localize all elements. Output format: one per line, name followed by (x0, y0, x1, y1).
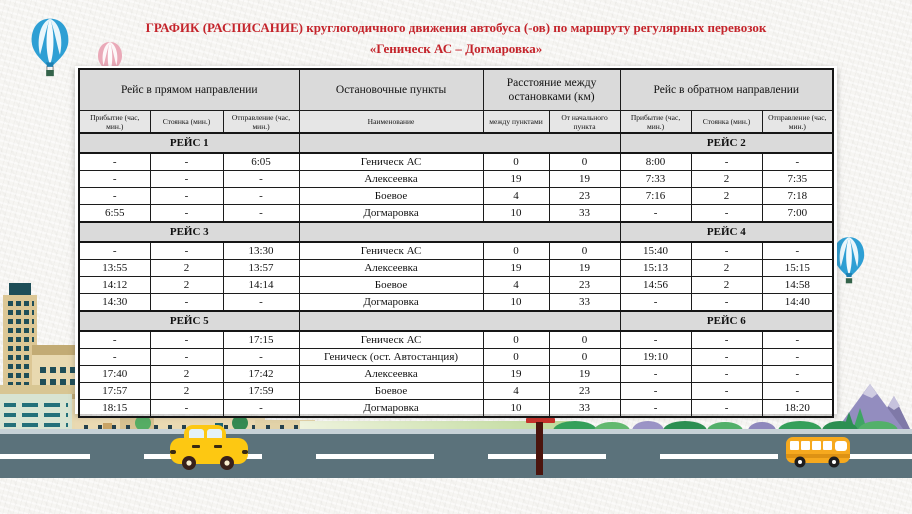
time-cell: 14:14 (223, 277, 299, 294)
stop-name-cell: Догмаровка (299, 294, 483, 312)
schedule-row (79, 400, 833, 418)
time-cell: - (762, 331, 833, 349)
header-forward-trip: Рейс в прямом направлении (79, 69, 299, 111)
time-cell: 23 (549, 383, 620, 400)
stop-name-cell: Алексеевка (299, 366, 483, 383)
trip-band-row (79, 222, 833, 242)
time-cell: 8:00 (620, 153, 691, 171)
time-cell: 10 (483, 205, 549, 223)
time-cell: - (691, 366, 762, 383)
time-cell: 2 (150, 383, 223, 400)
trip-label-forward: РЕЙС 3 (79, 222, 299, 242)
time-cell: 33 (549, 400, 620, 418)
time-cell: 14:40 (762, 294, 833, 312)
schedule-row (79, 205, 833, 223)
time-cell: 7:33 (620, 171, 691, 188)
time-cell: - (223, 294, 299, 312)
time-cell: 17:42 (223, 366, 299, 383)
table-header (79, 69, 833, 133)
time-cell: 10 (483, 294, 549, 312)
time-cell: 15:15 (762, 260, 833, 277)
schedule-row (79, 349, 833, 366)
trip-band-spacer (299, 222, 620, 242)
time-cell: 19 (549, 260, 620, 277)
time-cell: 0 (549, 331, 620, 349)
time-cell: 19 (549, 171, 620, 188)
schedule-row (79, 366, 833, 383)
schedule-row (79, 188, 833, 205)
schedule-row (79, 277, 833, 294)
time-cell: - (150, 153, 223, 171)
schedule-row (79, 153, 833, 171)
time-cell: 15:13 (620, 260, 691, 277)
time-cell: - (150, 188, 223, 205)
time-cell: 7:35 (762, 171, 833, 188)
header-distance: Расстояние между остановками (км) (483, 69, 620, 111)
time-cell: - (79, 349, 150, 366)
time-cell: 13:57 (223, 260, 299, 277)
time-cell: - (150, 349, 223, 366)
road-illustration (0, 429, 912, 478)
trip-band-row (79, 133, 833, 153)
page-title (0, 17, 912, 60)
time-cell: - (150, 242, 223, 260)
time-cell: - (79, 242, 150, 260)
time-cell: - (620, 366, 691, 383)
time-cell: - (691, 205, 762, 223)
schedule-row (79, 242, 833, 260)
subheader-departure-fwd: Отправление (час, мин.) (223, 111, 299, 134)
time-cell: 0 (483, 242, 549, 260)
time-cell: 10 (483, 400, 549, 418)
time-cell: 2 (691, 188, 762, 205)
subheader-stop-name: Наименование (299, 111, 483, 134)
time-cell: 17:57 (79, 383, 150, 400)
trip-label-forward: РЕЙС 1 (79, 133, 299, 153)
time-cell: 17:15 (223, 331, 299, 349)
time-cell: - (79, 188, 150, 205)
time-cell: - (691, 331, 762, 349)
time-cell: 7:16 (620, 188, 691, 205)
time-cell: 2 (150, 366, 223, 383)
time-cell: - (691, 349, 762, 366)
time-cell: - (762, 366, 833, 383)
time-cell: - (762, 153, 833, 171)
time-cell: - (223, 349, 299, 366)
schedule-body (79, 133, 833, 417)
time-cell: 0 (549, 242, 620, 260)
subheader-stop-time-rev: Стоянка (мин.) (691, 111, 762, 134)
subheader-arrival-rev: Прибытие (час, мин.) (620, 111, 691, 134)
sub-header-row (79, 111, 833, 134)
time-cell: - (79, 331, 150, 349)
time-cell: - (691, 294, 762, 312)
header-stop-points: Остановочные пункты (299, 69, 483, 111)
stop-name-cell: Догмаровка (299, 400, 483, 418)
schedule-row (79, 294, 833, 312)
time-cell: - (620, 400, 691, 418)
subheader-departure-rev: Отправление (час, мин.) (762, 111, 833, 134)
time-cell: - (150, 294, 223, 312)
time-cell: 0 (549, 349, 620, 366)
time-cell: 2 (150, 260, 223, 277)
stop-name-cell: Догмаровка (299, 205, 483, 223)
time-cell: - (691, 242, 762, 260)
time-cell: 19 (483, 260, 549, 277)
time-cell: - (223, 188, 299, 205)
time-cell: - (691, 400, 762, 418)
stop-name-cell: Боевое (299, 383, 483, 400)
time-cell: 33 (549, 205, 620, 223)
stop-name-cell: Геническ (ост. Автостанция) (299, 349, 483, 366)
time-cell: 18:20 (762, 400, 833, 418)
trip-band-spacer (299, 133, 620, 153)
time-cell: 2 (691, 171, 762, 188)
time-cell: 23 (549, 277, 620, 294)
time-cell: 15:40 (620, 242, 691, 260)
city-buildings-illustration (0, 283, 78, 433)
time-cell: 2 (691, 260, 762, 277)
time-cell: 4 (483, 383, 549, 400)
time-cell: - (223, 171, 299, 188)
time-cell: - (762, 242, 833, 260)
time-cell: - (691, 153, 762, 171)
stop-name-cell: Боевое (299, 277, 483, 294)
time-cell: - (620, 294, 691, 312)
time-cell: - (150, 400, 223, 418)
time-cell: - (762, 349, 833, 366)
time-cell: 33 (549, 294, 620, 312)
time-cell: 6:55 (79, 205, 150, 223)
time-cell: 4 (483, 277, 549, 294)
stop-name-cell: Боевое (299, 188, 483, 205)
trip-label-reverse: РЕЙС 4 (620, 222, 833, 242)
time-cell: - (762, 383, 833, 400)
stop-name-cell: Геническ АС (299, 331, 483, 349)
time-cell: 14:58 (762, 277, 833, 294)
subheader-distance-between: между пунктами (483, 111, 549, 134)
time-cell: 0 (549, 153, 620, 171)
schedule-row (79, 331, 833, 349)
time-cell: 13:55 (79, 260, 150, 277)
subheader-arrival-fwd: Прибытие (час, мин.) (79, 111, 150, 134)
title-line-1: ГРАФИК (РАСПИСАНИЕ) круглогодичного движения автобуса (-ов) по маршруту регулярных перевозок (145, 20, 767, 35)
time-cell: - (691, 383, 762, 400)
road-lane-markings (0, 454, 912, 459)
subheader-distance-from-start: От начального пункта (549, 111, 620, 134)
trip-band-spacer (299, 311, 620, 331)
time-cell: - (620, 331, 691, 349)
schedule-panel (75, 66, 837, 414)
time-cell: 4 (483, 188, 549, 205)
stop-name-cell: Геническ АС (299, 242, 483, 260)
header-reverse-trip: Рейс в обратном направлении (620, 69, 833, 111)
time-cell: 14:12 (79, 277, 150, 294)
trip-label-reverse: РЕЙС 6 (620, 311, 833, 331)
time-cell: - (150, 331, 223, 349)
time-cell: - (223, 400, 299, 418)
title-line-2: «Геническ АС – Догмаровка» (369, 41, 543, 57)
schedule-row (79, 171, 833, 188)
car-icon (170, 424, 248, 470)
trip-label-forward: РЕЙС 5 (79, 311, 299, 331)
time-cell: 0 (483, 331, 549, 349)
time-cell: 7:18 (762, 188, 833, 205)
group-header-row (79, 69, 833, 111)
trip-label-reverse: РЕЙС 2 (620, 133, 833, 153)
trip-band-row (79, 311, 833, 331)
time-cell: 13:30 (223, 242, 299, 260)
time-cell: - (223, 205, 299, 223)
time-cell: 0 (483, 349, 549, 366)
time-cell: - (79, 171, 150, 188)
time-cell: 19 (549, 366, 620, 383)
stop-name-cell: Геническ АС (299, 153, 483, 171)
time-cell: 19:10 (620, 349, 691, 366)
time-cell: 17:59 (223, 383, 299, 400)
time-cell: - (79, 153, 150, 171)
time-cell: 0 (483, 153, 549, 171)
time-cell: 19 (483, 171, 549, 188)
schedule-table (78, 68, 834, 418)
schedule-row (79, 260, 833, 277)
time-cell: 19 (483, 366, 549, 383)
time-cell: - (150, 171, 223, 188)
time-cell: 17:40 (79, 366, 150, 383)
time-cell: 14:56 (620, 277, 691, 294)
schedule-row (79, 383, 833, 400)
stop-name-cell: Алексеевка (299, 260, 483, 277)
bus-icon (786, 437, 850, 468)
time-cell: 7:00 (762, 205, 833, 223)
time-cell: 6:05 (223, 153, 299, 171)
subheader-stop-time-fwd: Стоянка (мин.) (150, 111, 223, 134)
time-cell: 18:15 (79, 400, 150, 418)
time-cell: 23 (549, 188, 620, 205)
time-cell: 2 (150, 277, 223, 294)
stop-name-cell: Алексеевка (299, 171, 483, 188)
time-cell: - (620, 383, 691, 400)
time-cell: 2 (691, 277, 762, 294)
time-cell: - (620, 205, 691, 223)
time-cell: 14:30 (79, 294, 150, 312)
time-cell: - (150, 205, 223, 223)
